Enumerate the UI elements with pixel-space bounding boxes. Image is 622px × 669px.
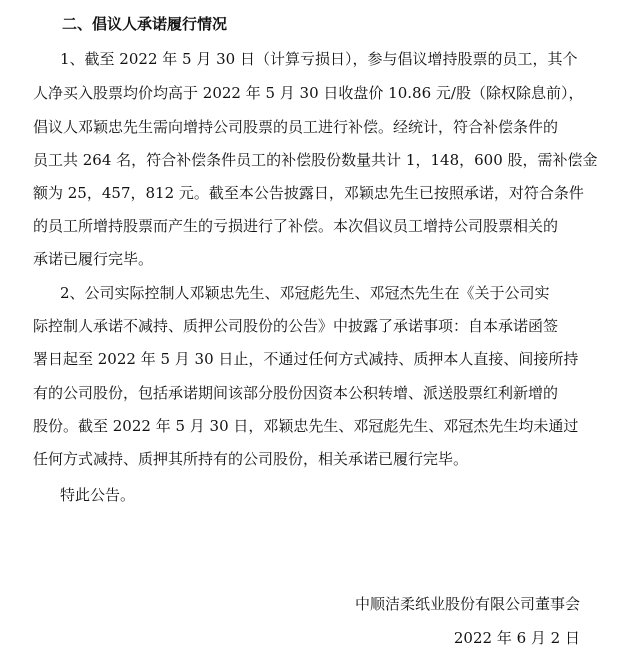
paragraph1-line-2: 人净买入股票均价均高于 2022 年 5 月 30 日收盘价 10.86 元/股（除权除息前）， xyxy=(33,84,584,102)
paragraph2-line-5: 股份。截至 2022 年 5 月 30 日，邓颖忠先生、邓冠彪先生、邓冠杰先生均未通过 xyxy=(33,417,579,435)
paragraph1-line-5: 额为 25，457，812 元。截至本公告披露日，邓颖忠先生已按照承诺，对符合条件 xyxy=(33,184,584,202)
paragraph2-line-1: 2、公司实际控制人邓颖忠先生、邓冠彪先生、邓冠杰先生在《关于公司实 xyxy=(60,284,550,302)
paragraph2-line-4: 有的公司股份，包括承诺期间该部分股份因资本公积转增、派送股票红利新增的 xyxy=(33,384,559,402)
paragraph1-line-7: 承诺已履行完毕。 xyxy=(33,250,154,268)
paragraph2-line-3: 署日起至 2022 年 5 月 30 日止，不通过任何方式减持、质押本人直接、间接所持 xyxy=(33,350,579,368)
signature-company: 中顺洁柔纸业股份有限公司董事会 xyxy=(354,595,580,613)
paragraph1-line-1: 1、截至 2022 年 5 月 30 日（计算亏损日），参与倡议增持股票的员工，其个 xyxy=(60,50,578,68)
paragraph2-line-2: 际控制人承诺不减持、质押公司股份的公告》中披露了承诺事项：自本承诺函签 xyxy=(33,317,559,335)
paragraph1-line-3: 倡议人邓颖忠先生需向增持公司股票的员工进行补偿。经统计，符合补偿条件的 xyxy=(33,118,559,136)
closing-statement: 特此公告。 xyxy=(60,486,136,504)
paragraph1-line-6: 的员工所增持股票而产生的亏损进行了补偿。本次倡议员工增持公司股票相关的 xyxy=(33,217,559,235)
signature-date: 2022 年 6 月 2 日 xyxy=(453,629,580,647)
section-heading: 二、倡议人承诺履行情况 xyxy=(62,15,228,33)
paragraph1-line-4: 员工共 264 名，符合补偿条件员工的补偿股份数量共计 1，148，600 股，需补偿金 xyxy=(33,151,598,169)
paragraph2-line-6: 任何方式减持、质押其所持有的公司股份，相关承诺已履行完毕。 xyxy=(33,450,469,468)
